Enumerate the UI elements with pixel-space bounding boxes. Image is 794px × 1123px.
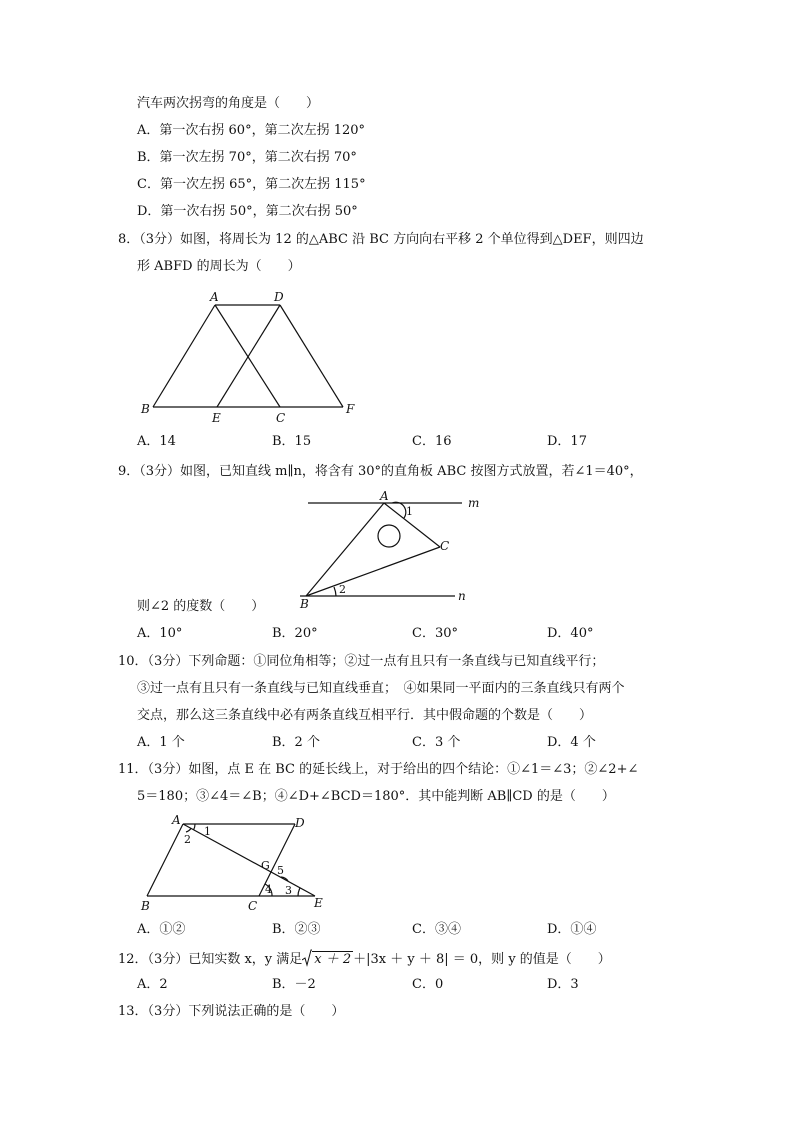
q11-label-b: B — [141, 899, 150, 913]
q11-stem-line2: 5＝180；③∠4＝∠B；④∠D+∠BCD＝180°．其中能判断 AB∥CD 的是（ ） — [137, 789, 615, 804]
q10-stem-line2: ③过一点有且只有一条直线与已知直线垂直； ④如果同一平面内的三条直线只有两个 — [137, 681, 625, 696]
q10-stem-line3: 交点，那么这三条直线中必有两条直线互相平行．其中假命题的个数是（ ） — [137, 708, 593, 723]
q10-option-b: B．2 个 — [272, 735, 320, 750]
q12-option-a: A．2 — [137, 977, 168, 992]
q11-label-c: C — [248, 899, 258, 913]
q9-option-b: B．20° — [272, 626, 318, 641]
q11-options — [137, 921, 657, 939]
q10-option-d: D．4 个 — [547, 735, 596, 750]
q11-label-e: E — [314, 896, 323, 910]
q13-stem: 13．（3分）下列说法正确的是（ ） — [118, 1004, 345, 1019]
q12-radicand: x ＋ 2 — [314, 952, 352, 967]
q9-figure — [300, 488, 490, 613]
q7-option-c: C．第一次左拐 65°，第二次左拐 115° — [137, 177, 366, 192]
q11-option-b: B．②③ — [272, 922, 321, 937]
q10-option-c: C．3 个 — [412, 735, 461, 750]
q9-angle-1: 1 — [406, 505, 413, 518]
q11-angle-2: 2 — [184, 833, 191, 846]
q8-stem-line1: 8．（3分）如图，将周长为 12 的△ABC 沿 BC 方向向右平移 2 个单位得到△DEF，则四边 — [118, 232, 644, 247]
q10-options — [137, 734, 657, 752]
q12-stem — [118, 949, 611, 969]
q11-angle-4: 4 — [265, 883, 272, 896]
q8-option-b: B．15 — [272, 434, 312, 449]
q9-option-d: D．40° — [547, 626, 594, 641]
q9-options — [137, 625, 657, 643]
q11-label-a: A — [172, 813, 181, 827]
q11-option-d: D．①④ — [547, 922, 597, 937]
q7-stem-tail: 汽车两次拐弯的角度是（ ） — [137, 96, 320, 111]
q9-label-a: A — [380, 489, 389, 503]
q8-option-a: A．14 — [137, 434, 176, 449]
q11-angle-3: 3 — [285, 884, 292, 897]
q11-label-g: G — [261, 859, 270, 872]
q12-prefix: 12．（3分）已知实数 x，y 满足 — [118, 952, 303, 967]
q9-label-m: m — [468, 496, 480, 510]
q8-label-e: E — [212, 411, 221, 425]
q9-label-n: n — [458, 589, 466, 603]
q8-options — [137, 433, 657, 451]
q7-option-a: A．第一次右拐 60°，第二次左拐 120° — [137, 123, 366, 138]
q8-label-b: B — [141, 402, 150, 416]
q8-label-f: F — [346, 402, 355, 416]
q9-stem-line2: 则∠2 的度数（ ） — [137, 599, 265, 614]
q9-option-a: A．10° — [137, 626, 183, 641]
q8-label-a: A — [210, 290, 219, 304]
q8-option-d: D．17 — [547, 434, 587, 449]
q11-option-a: A．①② — [137, 922, 186, 937]
q11-figure — [135, 812, 335, 917]
q9-option-c: C．30° — [412, 626, 458, 641]
q9-label-c: C — [440, 539, 450, 553]
q8-figure — [130, 285, 370, 425]
q7-option-b: B．第一次左拐 70°，第二次右拐 70° — [137, 150, 357, 165]
q12-option-d: D．3 — [547, 977, 579, 992]
q12-options — [137, 976, 657, 994]
radical-sign-icon — [302, 949, 312, 967]
q9-stem-line1: 9．（3分）如图，已知直线 m∥n，将含有 30°的直角板 ABC 按图方式放置，若∠1＝40°， — [118, 464, 643, 479]
q8-option-c: C．16 — [412, 434, 452, 449]
q7-option-d: D．第一次右拐 50°，第二次右拐 50° — [137, 204, 358, 219]
q9-angle-2: 2 — [339, 583, 346, 596]
q11-stem-line1: 11．（3分）如图，点 E 在 BC 的延长线上，对于给出的四个结论：①∠1＝∠3；②∠2+∠ — [118, 762, 639, 777]
q8-label-d: D — [274, 290, 284, 304]
q9-label-b: B — [300, 597, 309, 611]
q8-stem-line2: 形 ABFD 的周长为（ ） — [137, 259, 301, 274]
q11-option-c: C．③④ — [412, 922, 461, 937]
q12-option-c: C．0 — [412, 977, 444, 992]
q11-angle-1: 1 — [204, 825, 211, 838]
q12-middle: ＋|3x ＋ y ＋ 8| ＝ 0，则 y 的值是（ ） — [353, 952, 611, 967]
q10-option-a: A．1 个 — [137, 735, 185, 750]
q12-sqrt — [302, 949, 353, 969]
q10-stem-line1: 10．（3分）下列命题：①同位角相等；②过一点有且只有一条直线与已知直线平行； — [118, 654, 605, 669]
q11-label-d: D — [295, 816, 305, 830]
q12-option-b: B．－2 — [272, 977, 316, 992]
q8-label-c: C — [276, 411, 286, 425]
q11-angle-5: 5 — [277, 864, 284, 877]
